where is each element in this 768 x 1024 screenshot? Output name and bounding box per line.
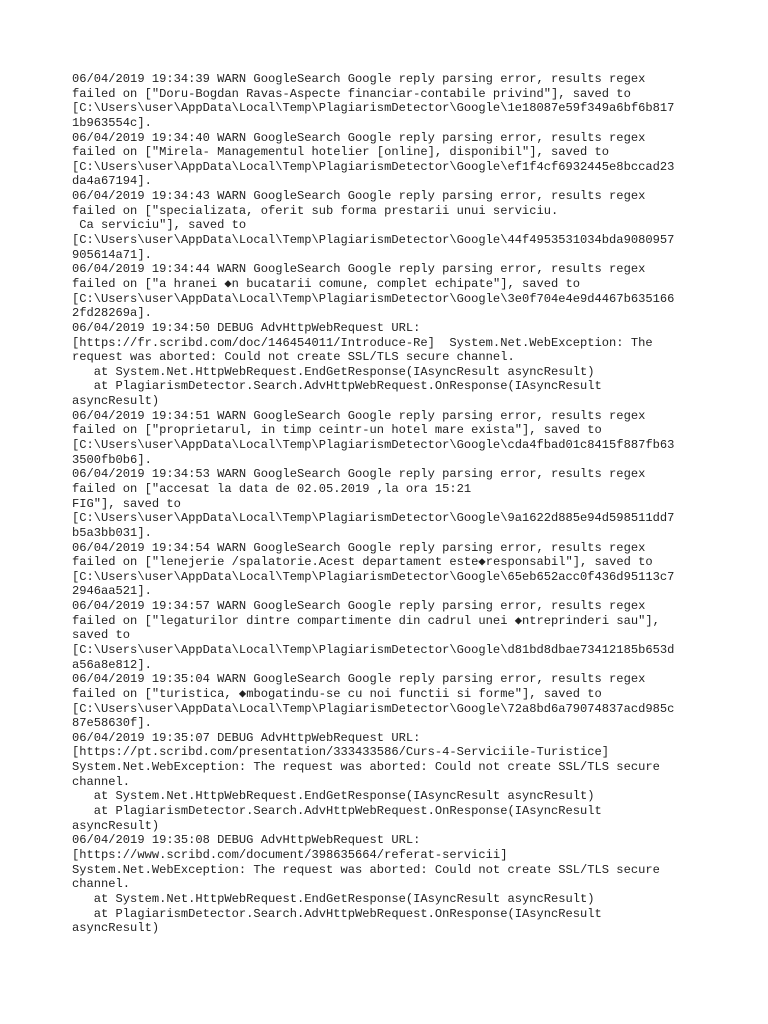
log-line: 06/04/2019 19:34:43 WARN GoogleSearch Google reply parsing error, results regex [72,189,646,204]
log-line: 1b963554c]. [72,115,152,130]
log-line: failed on ["proprietarul, in timp ceintr-un hotel mare exista"], saved to [72,423,602,438]
log-line: failed on ["accesat la data de 02.05.2019 ,la ora 15:21 [72,481,472,496]
log-line: [C:\Users\user\AppData\Local\Temp\PlagiarismDetector\Google\72a8bd6a79074837acd985c [72,701,675,716]
log-line: 06/04/2019 19:34:57 WARN GoogleSearch Google reply parsing error, results regex [72,599,646,614]
log-line: 06/04/2019 19:35:04 WARN GoogleSearch Google reply parsing error, results regex [72,672,646,687]
log-line: [C:\Users\user\AppData\Local\Temp\PlagiarismDetector\Google\1e18087e59f349a6bf6b817 [72,101,675,116]
log-line: 06/04/2019 19:34:50 DEBUG AdvHttpWebRequest URL: [72,320,421,335]
log-line: at System.Net.HttpWebRequest.EndGetResponse(IAsyncResult asyncResult) [72,789,595,804]
log-line: at PlagiarismDetector.Search.AdvHttpWebRequest.OnResponse(IAsyncResult [72,379,602,394]
log-line: 06/04/2019 19:34:44 WARN GoogleSearch Google reply parsing error, results regex [72,262,646,277]
log-line: 06/04/2019 19:35:08 DEBUG AdvHttpWebRequest URL: [72,833,421,848]
log-line: asyncResult) [72,394,160,409]
log-line: 06/04/2019 19:34:54 WARN GoogleSearch Google reply parsing error, results regex [72,540,646,555]
log-line: failed on ["Doru-Bogdan Ravas-Aspecte financiar-contabile privind"], saved to [72,86,631,101]
log-line: saved to [72,628,131,643]
log-line: [https://pt.scribd.com/presentation/333433586/Curs-4-Serviciile-Turistice] [72,745,610,760]
log-line: 06/04/2019 19:34:39 WARN GoogleSearch Google reply parsing error, results regex [72,72,646,86]
log-line: [https://www.scribd.com/document/398635664/referat-servicii] [72,847,508,862]
log-line: b5a3bb031]. [72,525,152,540]
log-line: failed on ["lenejerie /spalatorie.Acest departament este◆responsabil"], saved to [72,555,653,570]
log-line: a56a8e812]. [72,657,152,672]
log-line: 06/04/2019 19:34:51 WARN GoogleSearch Google reply parsing error, results regex [72,408,646,423]
log-line: Ca serviciu"], saved to [72,218,247,233]
log-line: channel. [72,877,131,892]
log-line: request was aborted: Could not create SSL/TLS secure channel. [72,350,515,365]
log-line: System.Net.WebException: The request was aborted: Could not create SSL/TLS secure [72,760,660,775]
log-line: failed on ["a hranei ◆n bucatarii comune, complet echipate"], saved to [72,276,581,291]
log-line: [C:\Users\user\AppData\Local\Temp\PlagiarismDetector\Google\9a1622d885e94d598511dd7 [72,511,675,526]
log-line: at PlagiarismDetector.Search.AdvHttpWebRequest.OnResponse(IAsyncResult [72,906,602,921]
log-line: [C:\Users\user\AppData\Local\Temp\PlagiarismDetector\Google\65eb652acc0f436d95113c7 [72,569,675,584]
log-line: asyncResult) [72,921,160,936]
log-text-block [72,72,712,936]
log-line: 06/04/2019 19:34:53 WARN GoogleSearch Google reply parsing error, results regex [72,467,646,482]
log-line: channel. [72,774,131,789]
log-line: 3500fb0b6]. [72,452,152,467]
log-line: 06/04/2019 19:35:07 DEBUG AdvHttpWebRequest URL: [72,730,421,745]
log-line: asyncResult) [72,818,160,833]
log-line: at System.Net.HttpWebRequest.EndGetResponse(IAsyncResult asyncResult) [72,891,595,906]
log-line: 87e58630f]. [72,716,152,731]
log-line: FIG"], saved to [72,496,181,511]
log-line: [C:\Users\user\AppData\Local\Temp\PlagiarismDetector\Google\3e0f704e4e9d4467b635166 [72,291,675,306]
log-line: failed on ["specializata, oferit sub forma prestarii unui serviciu. [72,203,559,218]
log-line: at PlagiarismDetector.Search.AdvHttpWebRequest.OnResponse(IAsyncResult [72,804,602,819]
log-line: 2fd28269a]. [72,306,152,321]
log-line: 905614a71]. [72,247,152,262]
log-line: 06/04/2019 19:34:40 WARN GoogleSearch Google reply parsing error, results regex [72,130,646,145]
log-line: [C:\Users\user\AppData\Local\Temp\PlagiarismDetector\Google\d81bd8dbae73412185b653d [72,642,675,657]
log-line: [https://fr.scribd.com/doc/146454011/Introduce-Re] System.Net.WebException: The [72,335,653,350]
log-line: failed on ["legaturilor dintre compartimente din cadrul unei ◆ntreprinderi sau"], [72,613,660,628]
log-line: [C:\Users\user\AppData\Local\Temp\PlagiarismDetector\Google\cda4fbad01c8415f887fb63 [72,438,675,453]
log-line: 2946aa521]. [72,584,152,599]
log-line: [C:\Users\user\AppData\Local\Temp\PlagiarismDetector\Google\ef1f4cf6932445e8bccad23 [72,159,675,174]
log-line: failed on ["turistica, ◆mbogatindu-se cu noi functii si forme"], saved to [72,686,602,701]
log-line: System.Net.WebException: The request was aborted: Could not create SSL/TLS secure [72,862,660,877]
log-line: [C:\Users\user\AppData\Local\Temp\PlagiarismDetector\Google\44f4953531034bda9080957 [72,233,675,248]
log-line: at System.Net.HttpWebRequest.EndGetResponse(IAsyncResult asyncResult) [72,364,595,379]
log-line: da4a67194]. [72,174,152,189]
log-line: failed on ["Mirela- Managementul hotelier [online], disponibil"], saved to [72,145,610,160]
